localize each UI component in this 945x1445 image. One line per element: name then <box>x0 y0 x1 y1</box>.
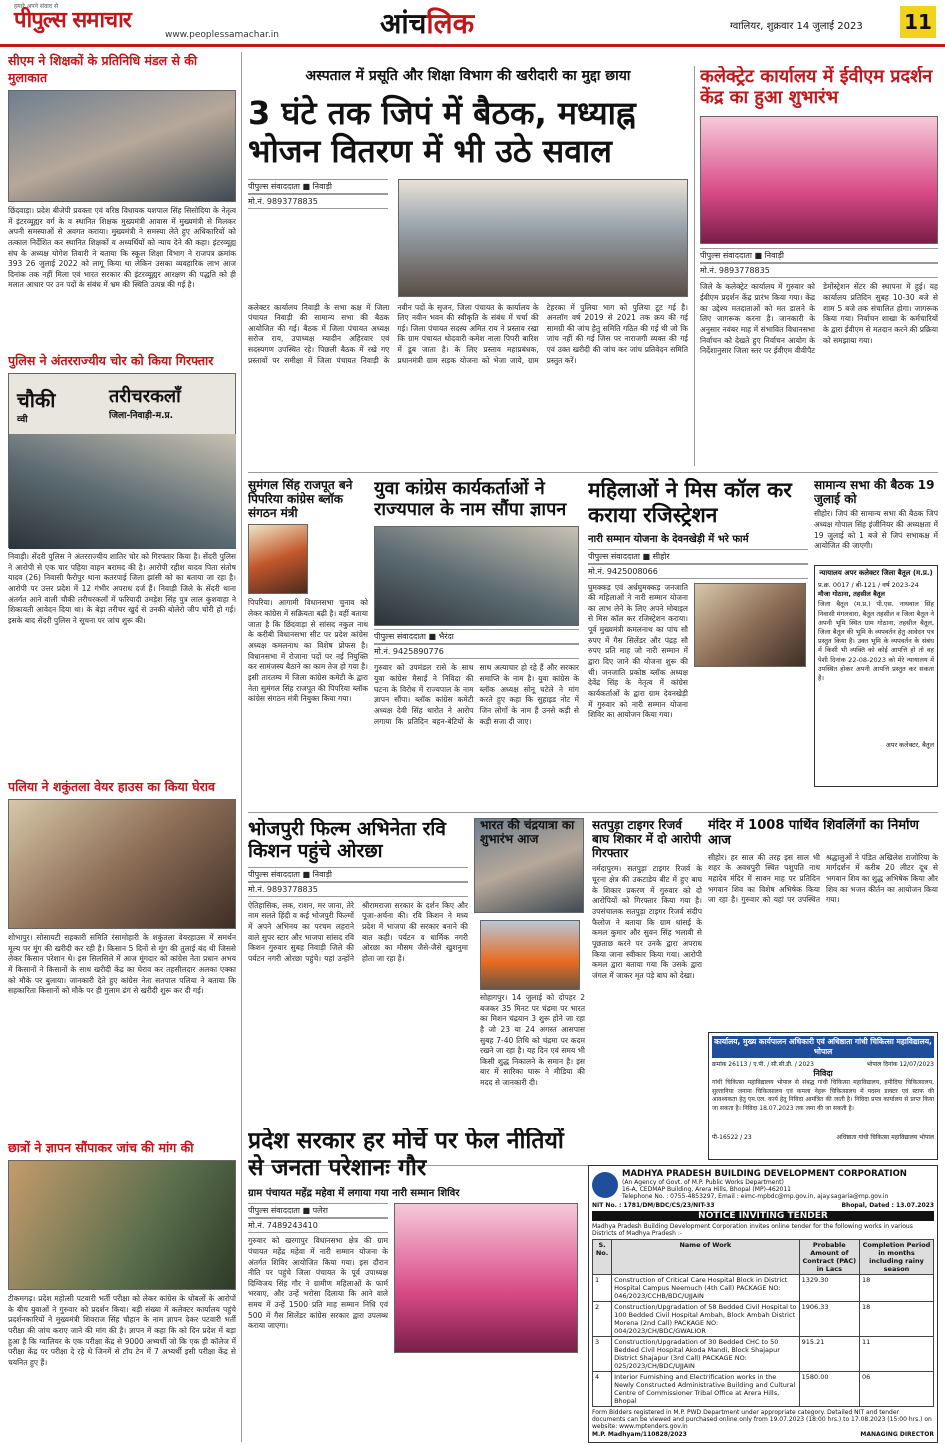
table-cell: 4 <box>593 1372 612 1407</box>
court-notice <box>814 565 938 787</box>
mahila-story <box>588 478 808 808</box>
court-notice-sign: अपर कलेक्टर, बैतूल <box>885 741 934 750</box>
table-cell: 1 <box>593 1275 612 1302</box>
youth-body: गुरुवार को उपमंडल रासे के साथ युवा कांग्रेस मैसाईं ने निविदा की घटना के विरोध में राज्यपाल के नाम ज्ञापन सौंपा। ब्लॉक कांग्रेस कमेटी अध्यक्ष देवी सिंह थारोत ने आरोप लगाया कि प्रतिदिन बहन-बेटियों के साथ अत्याचार हो रहे हैं और सरकार समाप्ति के नाम है। युवा कांग्रेस के ब्लॉक अध्यक्ष सोनू घटेले ने मांग करते हुए कहा कि सुहाइड नोट में जिन लोगों के नाम हैं उनसे कड़ी से कड़ी सजा दी जाए। <box>374 663 579 726</box>
table-cell: 3 <box>593 1337 612 1372</box>
tender-phone: Telephone No. : 0755-4853297, Email : eimc-mpbdc@mp.gov.in, ajay.sagaria@mp.gov.in <box>622 1193 889 1200</box>
masthead-logo[interactable]: पीपुल्स समाचार <box>14 8 131 33</box>
table-cell: Construction of Critical Care Hospital Block in District Hospital Campus Neemuch (4th Call) PACKAGE NO: 046/2023/CCHB/BDC/UJJAIN <box>612 1275 800 1302</box>
table-row <box>593 1302 934 1337</box>
police-sign-b: तरीचरकलाँ <box>109 386 181 407</box>
masthead-tagline: हमारे अपने संवाद से <box>14 3 59 10</box>
gaur-mobile: मो.नं. 7489243410 <box>248 1218 388 1233</box>
youth-story <box>374 478 579 808</box>
tender-notice <box>588 1165 938 1443</box>
tender-addr: 16-A, CEDMAP Building, Arera Hills, Bhopal (MP)-462011 <box>622 1186 791 1193</box>
college-notice-date: भोपाल दिनांक 12/07/2023 <box>866 1061 934 1068</box>
police-sign-a2: व्वी <box>17 415 28 425</box>
table-row <box>593 1372 934 1407</box>
table-cell: 1906.33 <box>799 1302 859 1337</box>
college-notice-body: गांधी चिकित्सा महाविद्यालय भोपाल से संबद्ध गांधी चिकित्सा महाविद्यालय, हमीदिया चिकित्सालय, सुल्तानिया जनाना चिकित्सालय एवं कमला नेहरू चिकित्सालय में पदस्थ डाक्टर एवं स्टाफ की आवश्यकता हेतु एम.एल. कार्य हेतु निविदा आमंत्रित की जाती है। निविदा प्रपत्र कार्यालय से प्राप्त किया जा सकता है। निविदा 18.07.2023 तक जमा की जा सकती है। <box>712 1079 934 1112</box>
tender-nit: NIT No. : 1781/DM/BDC/CS/23/NIT-33 <box>592 1202 715 1209</box>
bhojpuri-mobile: मो.नं. 9893778835 <box>248 882 468 897</box>
tender-sub: (An Agency of Govt. of M.P. Public Works Department) <box>622 1179 784 1186</box>
sabha-body: सीहोर। जिपं की सामान्य सभा की बैठक जिपं अध्यक्ष गोपाल सिंह इंजीनियर की अध्यक्षता में 19 जुलाई को 1 बजे से जिपं सभाकक्ष में आयोजित की जाएगी। <box>814 509 938 551</box>
table-cell: 06 <box>859 1372 933 1407</box>
gaur-byline: पीपुल्स संवाददाता ■ पलेरा <box>248 1203 388 1218</box>
sabha-headline: सामान्य सभा की बैठक 19 जुलाई को <box>814 478 935 507</box>
tender-sign: MANAGING DIRECTOR <box>860 1431 934 1438</box>
tender-column-header: Probable Amount of Contract (PAC) in Lacs <box>799 1240 859 1275</box>
table-row <box>593 1337 934 1372</box>
court-notice-case: प्र.क्र. 0017 / बी-121 / वर्ष 2023-24 <box>818 581 919 590</box>
table-cell: 2 <box>593 1302 612 1337</box>
police-photo <box>8 373 236 548</box>
sabha-story <box>814 478 938 808</box>
tender-intro: Madhya Pradesh Building Development Corporation invites online tender for the following works in various Districts of Madhya Pradesh :- <box>592 1223 913 1237</box>
rajput-headline: सुमंगल सिंह राजपूत बने पिपरिया कांग्रेस ब्लॉक संगठन मंत्री <box>248 478 353 521</box>
tender-column-header: Completion Period in months including rainy season <box>859 1240 933 1275</box>
satpura-body: नर्मदापुरम। सतपुड़ा टाइगर रिजर्व के चूरना क्षेत्र की उकटाडेय बीट में हुए बाघ के शिकार प्रकरण में गुरुवार को दो आरोपियों को गिरफ्तार किया गया है। उपसंचालक सतपुड़ा टाइगर रिजर्व संदीप फैलोज ने बताया कि ग्राम धांसई के कमल कुमार और सुवन सिंह भलावी से पूछताछ करने पर उनके द्वारा अपराध किया जाना स्वीकार किया गया। आरोपी कमल द्वारा बताया गया कि उसके द्वारा जंगल में जाकर मृत पड़े बाघ को देखा। <box>592 864 702 980</box>
satpura-story <box>592 818 702 1148</box>
dateline: ग्वालियर, शुक्रवार 14 जुलाई 2023 <box>730 21 863 32</box>
header-rule <box>0 44 945 47</box>
evm-body: जिले के कलेक्ट्रेट कार्यालय में गुरुवार को ईवीएम प्रदर्शन केंद्र प्रारंभ किया गया। केंद्र का उद्देश्य मतदाताओं को मत डालने के लिए जागरूक करना है। जानकारी के अनुसार नवंबर माह में संभावित विधानसभा निर्वाचन को देखते हुए निर्वाचन आयोग के निर्देशानुसार जिला स्तर पर ईवीएम वीवीपैट डेमोंस्ट्रेशन सेंटर की स्थापना में हुई। यह कार्यालय प्रतिदिन सुबह 10-30 बजे से शाम 5 बजे तक संचालित होगा। जागरूक किया गया। निर्वाचन शाखा के कर्मचारियों के द्वारा ईवीएम से मतदान करने की प्रक्रिया को समझाया गया। <box>700 282 938 356</box>
students-headline: छात्रों ने ज्ञापन सौंपाकर जांच की मांग की <box>8 1140 194 1155</box>
gaur-body: गुरुवार को खरगापुर विधानसभा क्षेत्र की ग्राम पंचायत महेंद्र महेवा में नारी सम्मान योजना के अंतर्गत शिविर आयोजित किया गया। इस दौरान नीति पर पहुंचे जिला पंचायत के पूर्व उपाध्यक्ष दिग्विजय सिंह गौर ने ग्रामीण महिलाओं के फार्म भरवाए, और उन्हें भरोसा दिलाया कि आने वाले समय में उन्हें 1500 प्रति माह सम्मान निधि एवं 500 में गैस सिलेंडर कांग्रेस सरकार द्वारा उपलब्ध कराया जाएगा। <box>248 1236 388 1331</box>
college-notice-sign: अधिष्ठाता गांधी चिकित्सा महाविद्यालय भोपाल <box>836 1134 934 1141</box>
mahila-kicker: नारी सम्मान योजना के देवनखेड़ी में भरे फार्म <box>588 533 749 545</box>
mahila-mobile: मो.नं. 9425008066 <box>588 564 808 579</box>
bhojpuri-headline: भोजपुरी फिल्म अभिनेता रवि किशन पहुंचे ओरछा <box>248 818 446 863</box>
left-column <box>8 52 236 1445</box>
college-notice-head: निविदा <box>813 1069 833 1078</box>
youth-mobile: मो.नं. 9425890776 <box>374 644 579 659</box>
mpbdc-logo-icon <box>592 1172 618 1198</box>
zp-story <box>248 66 688 466</box>
evm-byline: पीपुल्स संवाददाता ■ निवाड़ी <box>700 248 938 263</box>
rajput-body: पिपरिया। आगामी विधानसभा चुनाव को लेकर कांग्रेस में सक्रियता बढ़ी है। वहीं बताया जाता है कि छिंदवाड़ा से सांसद नकुल नाथ के करीबी विधानसभा सीट पर प्रदेश कांग्रेस अध्यक्ष कमलनाथ का विशेष प्रोफस है। विधानसभा में रोजाना पदों पर नई नियुक्ति कर सामंजस्य बैठाने का काम तेज हो गया है। इसी तारतम्य में जिला कांग्रेस कमेटी के द्वारा नेता सुमंगल सिंह राजपूत की पिपरिया ब्लॉक कांग्रेस संगठन मंत्री नियुक्त किया गया। <box>248 598 368 704</box>
rajput-photo <box>248 524 308 594</box>
tender-column-header: S. No. <box>593 1240 612 1275</box>
zp-photo <box>398 179 688 297</box>
mandir-story <box>708 818 938 1028</box>
mandi-photo <box>8 799 236 929</box>
evm-headline: कलेक्ट्रेट कार्यालय में ईवीएम प्रदर्शन केंद्र का हुआ शुभारंभ <box>700 66 933 109</box>
mahila-photo <box>694 583 806 667</box>
chandrayaan-header <box>480 818 585 918</box>
bhojpuri-body: ऐतिहासिक, लक, राशन, मर जाना, तेरे नाम सलते हिंदी व कई भोजपुरी फिल्मों में अपने अभिनय का परचम लहराने वाले सुपर स्टार और भाजपा सांसद रवि किशन गुरुवार सुबह निवाड़ी जिले की पर्यटन नगरी ओरछा पहुंचे। यहां उन्होंने श्रीरामराजा सरकार के दर्शन किए और पूजा-अर्चना की। रवि किशन ने मध्य प्रदेश में भाजपा की सरकार बनाने की बात कही। पर्यटन व धार्मिक नगरी ओरछा का मौसम जैसे-जैसे खुशनुमा होता जा रहा है। <box>248 900 468 964</box>
gaur-headline: प्रदेश सरकार हर मोर्चे पर फेल नीतियों से जनता परेशानः गौर <box>248 1128 564 1182</box>
table-cell: 915.21 <box>799 1337 859 1372</box>
bhojpuri-byline: पीपुल्स संवाददाता ■ निवाड़ी <box>248 867 468 882</box>
college-notice-ref: क्रमांक 26113 / ए.पी. / सी.सी.डी. / 2023 <box>712 1061 814 1068</box>
court-notice-village: मौजा गोठाना, तहसील बैतूल <box>818 590 885 599</box>
tender-table-body <box>593 1275 934 1407</box>
chandrayaan-story <box>480 920 585 1150</box>
table-cell: 1329.30 <box>799 1275 859 1302</box>
tender-org: MADHYA PRADESH BUILDING DEVELOPMENT CORPORATION <box>622 1169 907 1179</box>
gaur-kicker: ग्राम पंचायत महेंद्र महेवा में लगाया गया नारी सम्मान शिविर <box>248 1188 460 1200</box>
table-cell: 11 <box>859 1337 933 1372</box>
section-title-b: लिक <box>426 7 475 40</box>
satpura-headline: सतपुड़ा टाइगर रिजर्व बाघ शिकार में दो आरोपी गिरफ्तार <box>592 818 702 861</box>
youth-headline: युवा कांग्रेस कार्यकर्ताओं ने राज्यपाल के नाम सौंपा ज्ञापन <box>374 478 567 521</box>
mandi-headline: पलिया ने शकुंतला वेयर हाउस का किया घेराव <box>8 779 215 794</box>
police-body: निवाड़ी। सेंदरी पुलिस ने अंतरराज्यीय शातिर चोर को गिरफ्तार किया है। सेंदरी पुलिस ने आरोपी से एक चार पहिया वाहन बरामद की है। आरोपी रहीश यादव पिता संतोष यादव (26) निवासी फैरोपुर थाना कतरपाई जिला झांसी को का बताया जा रहा है। आरोपी पर उत्तर प्रदेश में 12 गंभीर अपराध दर्ज हैं। निवाड़ी जिले के सेंदरी थाना अंतर्गत आने वाली चौकी तरीचरकलाँ में फरियादी उमड़ेश सिंह पुत्र लाल कुशवाहा ने शिकायती आवेदन दिया था। के बेड़ा तरीचर खुर्द से उनकी बोलेरो जीप चोरी हो गई। इसके बाद सेंदरी पुलिस ने सूचना पर जांच शुरू की। <box>8 552 236 625</box>
zp-headline: 3 घंटे तक जिपं में बैठक, मध्याह्न भोजन वितरण में भी उठे सवाल <box>248 94 636 170</box>
tender-nit-date: Bhopal, Dated : 13.07.2023 <box>841 1202 934 1209</box>
tender-head: NOTICE INVITING TENDER <box>592 1211 934 1221</box>
table-row <box>593 1275 934 1302</box>
ceo-body: छिंदवाड़ा। प्रदेश बीजेपी प्रवक्ता एवं वरिष्ठ विधायक यशपाल सिंह सिसोदिया के नेतृत्व में इंटरव्यूह्यर वर्ग के व स्थानित शिक्षक मुख्यमंत्री आवास में मुख्यमंत्री से मिलकर अपनी समस्याओं से अवगत कराया। मुख्यमंत्री ने समस्या लेते हुए अधिकारियों को तत्काल निर्देशित कर स्थानित शिक्षकों व अध्यर्थियों को न्याय देने की कहा। इंटरव्यूह्य संघ के अध्यक्ष योगेश तिवारी ने बताया कि स्कूल शिक्षा विभाग ने राजपत्र क्रमांक 393 26 जुलाई 2022 को लागू किया था लेकिन उसका व्यवहारिक लाभ आज दिनांक तक नहीं मिला एवं भारत सरकार की इंटरव्यूह्यर आरक्षण की पद्धति को ही मलात आधार पर उन पदों के संबंध में भ्रम की स्थिति उत्पन्न की गई है। <box>8 206 236 290</box>
police-sign-b2: जिला-निवाड़ी-म.प्र. <box>109 411 174 421</box>
chandrayaan-headline: भारत की चंद्रयात्रा का शुभारंभ आज <box>480 818 575 847</box>
students-body: टीकमगढ़। प्रदेश महोत्सी पटवारी भर्ती परीक्षा को लेकर कांग्रेस के धोबलों के आरोपों के बीच युवाओं ने गुरुवार को प्रदर्शन किया। बड़ी संख्या में कलेक्टर कार्यालय पहुंचे प्रदर्शनकारियों ने मुख्यमंत्री शिवराज सिंह चौहान के नाम ज्ञापन देकर पटवारी भर्ती परीक्षा की जांच कराए जाने की मांग की है। ज्ञापन में कहा कि को दिन प्रदेश में बड़ा हुआ है कि ग्वालियर के एक परीक्षा केंद्र से 9000 अभ्यर्थी जो कि एक ही कॉलेज में परीक्षा केंद्र पर परीक्षा दे रहे थे जिनमें से टॉप टेन में 7 अभ्यर्थी इसी परीक्षा केंद्र से चयनित हुए हैं। <box>8 1294 236 1367</box>
mahila-byline: पीपुल्स संवाददाता ■ सीहोर <box>588 549 808 564</box>
tender-header-row <box>593 1240 934 1275</box>
chandrayaan-photo <box>480 920 580 990</box>
college-notice-ref2: पी-16522 / 23 <box>712 1134 752 1141</box>
evm-mobile: मो.नं. 9893778835 <box>700 263 938 278</box>
mandir-body: सीहोर। हर साल की तरह इस साल भी शहर के अवधपुरी स्थित पशुपति नाथ महादेव मंदिर में सावन माह पर प्रतिदिन भगवान शिव का विशेष अभिषेक किया जा रहा है। गुरुवार को यहां पर उपस्थित श्रद्धालुओं ने पंडित अखिलेश राजोरिया के मार्गदर्शन में करीब 20 लीटर दूध से भगवान शिव का शुद्ध अभिषेक किया और शिव का भजन कीर्तन का आयोजन किया गया। <box>708 852 938 905</box>
evm-story <box>700 66 938 476</box>
tender-column-header: Name of Work <box>612 1240 800 1275</box>
evm-photo <box>700 116 938 244</box>
table-cell: Construction/Upgradation of 30 Bedded CHC to 50 Bedded Civil Hospital Akoda Mandi, Block Shajapur District Shajapur (3rd Call) PACKAGE NO: 025/2023/CH/BDC/UJJAIN <box>612 1337 800 1372</box>
section-title-a: आंच <box>380 7 427 40</box>
youth-photo <box>374 526 579 626</box>
section-title <box>380 4 474 42</box>
ceo-photo <box>8 90 236 202</box>
table-cell: 18 <box>859 1275 933 1302</box>
zp-kicker: अस्पताल में प्रसूति और शिक्षा विभाग की खरीदारी का मुद्दा छाया <box>305 68 631 84</box>
zp-mobile: मो.नं. 9893778835 <box>248 194 388 209</box>
college-notice-title: कार्यालय, मुख्य कार्यपालन अधिकारी एवं अधिष्ठाता गांधी चिकित्सा महाविद्यालय, भोपाल <box>712 1036 934 1058</box>
police-people <box>9 434 236 549</box>
gaur-photo <box>394 1203 578 1353</box>
tender-table <box>592 1239 934 1407</box>
table-cell: Interior Furnishing and Electrification works in the Newly Constructed Administrative Building and Cultural Centre of Commissioner Tribal Office at Arera Hills, Bhopal <box>612 1372 800 1407</box>
rajput-story <box>248 478 368 808</box>
police-headline: पुलिस ने अंतरराज्यीय चोर को किया गिरफ्तार <box>8 353 214 368</box>
mahila-headline: महिलाओं ने मिस कॉल कर कराया रजिस्ट्रेशन <box>588 478 792 527</box>
page-number: 11 <box>900 6 936 38</box>
zp-body: कलेक्टर कार्यालय निवाड़ी के सभा कक्ष में जिला पंचायत निवाड़ी की सामान्य सभा की बैठक आयोजित की गई। बैठक में जिला पंचायत अध्यक्ष सरोज राय, उपाध्यक्ष म्यादीन अहिरवार एवं सदस्यगण उपस्थित रहे। पिछली बैठक में रखे गए प्रस्तावों पर समीक्षा में जिला पंचायत निवाड़ी के नवीन पदों के सृजन, जिला पंचायत के कार्यालय के लिए नवीन भवन की स्वीकृति के संबंध में चर्चा की गई। जिला पंचायत सदस्य अमित राय ने प्रस्ताव रखा कि ग्राम पंचायत थोदवारी कमेश नाला पिपरी बारिश में डूब जाता है। के लिए प्रस्ताव महाप्रबंधक, प्रधानमंत्री ग्राम सड़क योजना को भेजा जाये, ग्राम टेहरका में पुलिया भाग को पुलिया टूट गई है। अनलॉग वर्ष 2019 से 2021 तक क्रय की गई सामग्री की जांच हेतु समिति गठित की गई थी जो कि जांच नहीं की गई जिस पर नाराजगी व्यक्त की गई एवं उक्त खरीदी की जांच कर जांच प्रतिवेदन समिति प्रस्तुत करें। <box>248 302 688 365</box>
tender-footer: Form Bidders registered in M.P. PWD Department under appropriate category. Detailed NIT and tender documents can be viewed and purchased online only from 19.07.2023 (18:00 hrs.) to 17.08.2023 (15:00 hrs.) on website: www.mptenders.gov.in <box>592 1409 932 1430</box>
ceo-headline: सीएम ने शिक्षकों के प्रतिनिधि मंडल से की मुलाकात <box>8 53 198 85</box>
mandir-headline: मंदिर में 1008 पार्थिव शिवलिंगों का निर्माण आज <box>708 818 919 849</box>
police-sign-a: चौकी <box>17 388 56 412</box>
tender-ref: M.P. Madhyam/110828/2023 <box>592 1431 687 1438</box>
gaur-story <box>248 1128 578 1443</box>
masthead-url[interactable]: www.peoplessamachar.in <box>165 30 279 40</box>
table-cell: Construction/Upgradation of 58 Bedded Civil Hospital to 100 Bedded Civil Hospital Ambah, Block Ambah District Morena (2nd Call) PACKAGE NO: 004/2023/CH/BDC/GWALIOR <box>612 1302 800 1337</box>
zp-byline: पीपुल्स संवाददाता ■ निवाड़ी <box>248 179 388 194</box>
table-cell: 18 <box>859 1302 933 1337</box>
college-notice <box>708 1032 938 1160</box>
mandi-body: शोभापुर। सोसायटी सहकारी समिति रंसामोहारी के शकुंतला वेयरहाउस में समर्थन मूल्य पर मूंग की खरीदी कर रही है। किसान 5 दिनों से मूंग की तुलाई बंद थी जिससे लेकर किसान परेशान थे। इस सिलसिले में आज मूंगदार को कांग्रेस नेता प्रधान अभय में किसानों ने किसानों के साथ खरीदी केंद्र का घेराव कर तहसीलदार अलका एक्का को मौके पर बुलाया। जानकारी देते हुए कांग्रेस नेता सतपाल पलिया ने बताया कि सहकारिता किसानों को मौके पर ही गुलाम ढंग से खरीदी शुरू कर दी गई। <box>8 933 236 996</box>
bhojpuri-story <box>248 818 468 1148</box>
mahila-body: घुमक्कड़ एवं अर्धघुमक्कड़ जनजाति की महिलाओं ने नारी सम्मान योजना का लाभ लेने के लिए अपने मोबाइल से मिस कॉल कर रजिस्ट्रेशन कराया। पूर्व मुख्यमंत्री कमलनाथ का पांच सौ रुपए में गैस सिलेंडर और पंद्रह सौ रुपए प्रति माह जो नारी सम्मान में द्वारा दिए जाने की योजना शुरू की थी। जनजाति प्रकोष्ठ ब्लॉक अध्यक्ष देवेंद्र सिंह के नेतृत्व में कांग्रेस कार्यकर्ताओं के द्वारा ग्राम देवनखेड़ी में गुरुवार को नारी सम्मान योजना शिविर का आयोजन किया गया। <box>588 582 688 720</box>
court-notice-title: न्यायालय अपर कलेक्टर जिला बैतूल (म.प्र.) <box>819 569 933 578</box>
students-photo <box>8 1160 236 1290</box>
youth-byline: पीपुल्स संवाददाता ■ भैरंदा <box>374 629 579 644</box>
chandrayaan-body: सोहागपुर। 14 जुलाई को दोपहर 2 बजकर 35 मिनट पर चंद्रमा पर भारत का मिशन चंद्रयान 3 शुरू होने जा रहा है जो 23 या 24 अगस्त आसपास सुबह 7-40 तिथि को चंद्रमा पर कदम रखने जा रहा है। यह दिन एवं समय भी किसी शुद्ध निकालने के समान है। इस बार में सारिका घारू ने मीडिया की मदद से जानकारी दी। <box>480 993 585 1088</box>
court-notice-body: जिला बैतूल (म.प्र.) पी.एस. नाथवाल सिंह निवासी मंगलवारा, बैतूल तहसील व जिला बैतूल ने अपनी भूमि स्थित ग्राम गोठाना, तहसील बैतूल, जिला बैतूल की भूमि के व्यपवर्तन हेतु आवेदन पत्र प्रस्तुत किया है। उक्त भूमि के व्यपवर्तन के संबंध में किसी भी व्यक्ति को कोई आपत्ति हो तो वह पेशी दिनांक 22-08-2023 को मेरे न्यायालय में उपस्थित होकर अपनी आपत्ति प्रस्तुत कर सकता है। <box>818 600 934 683</box>
table-cell: 1580.00 <box>799 1372 859 1407</box>
